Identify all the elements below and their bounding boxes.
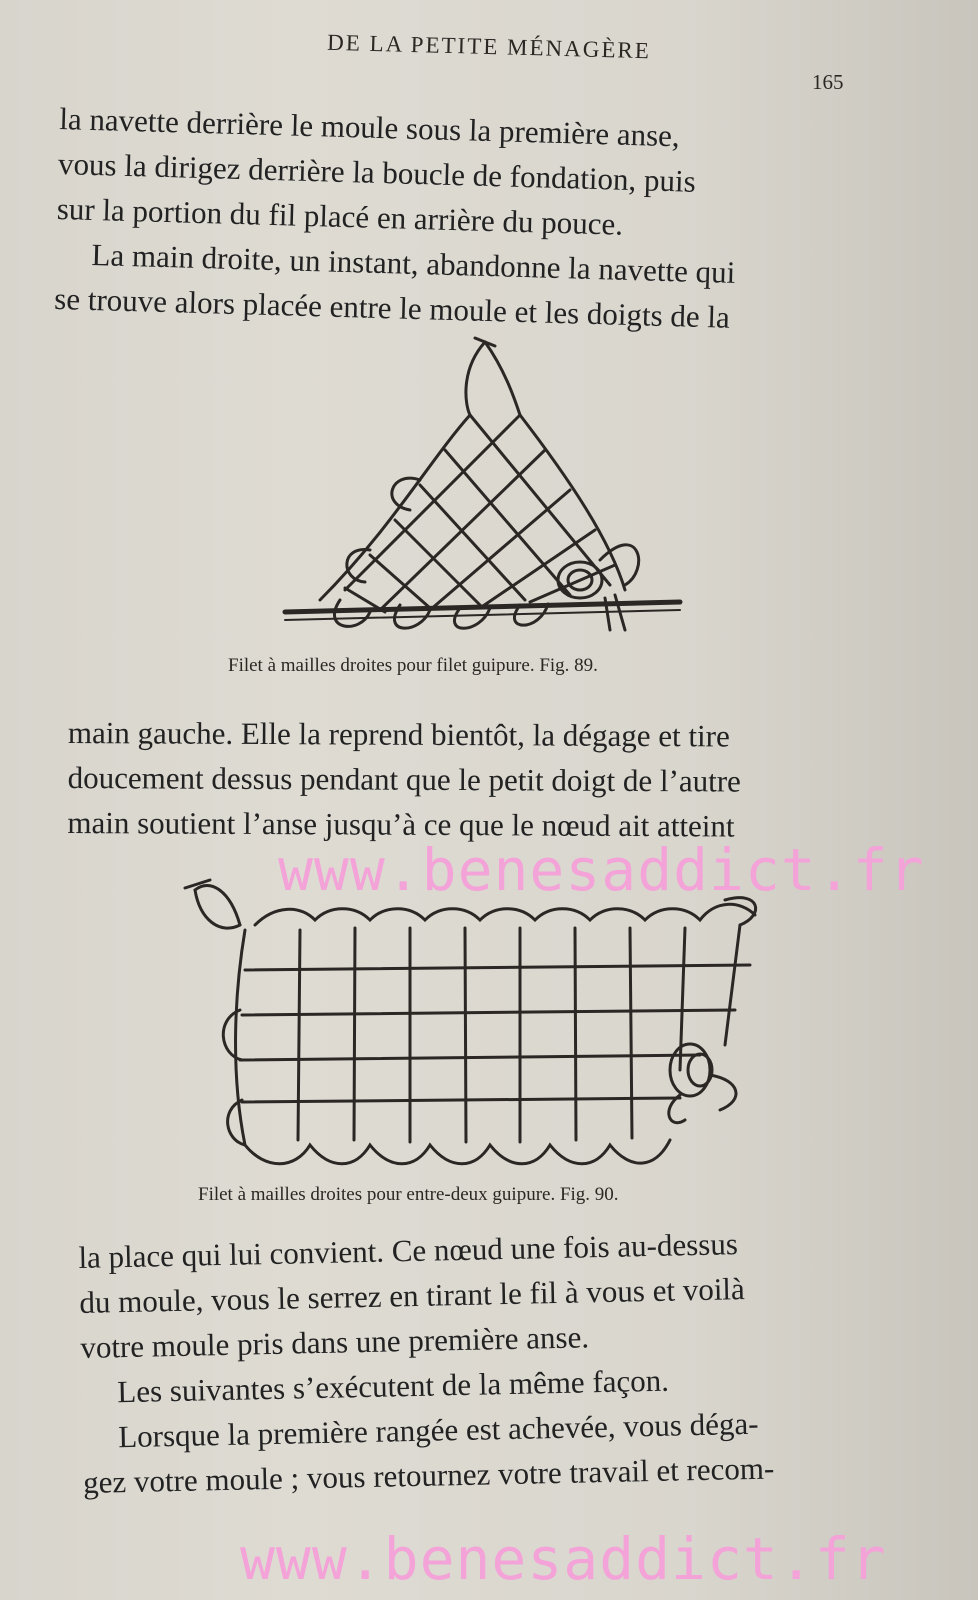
- text-line: la navette derrière le moule sous la première anse,: [58, 100, 681, 154]
- text-line: Lorsque la première rangée est achevée, vous déga-: [117, 1405, 759, 1455]
- figure-89-triangular-net: [280, 330, 700, 640]
- figure-89-caption: Filet à mailles droites pour filet guipure. Fig. 89.: [228, 655, 598, 676]
- figure-90-rectangular-net: [180, 870, 780, 1180]
- text-line: Les suivantes s’exécutent de la même façon.: [116, 1362, 670, 1410]
- text-block-top: [54, 96, 860, 343]
- watermark-middle: www.benesaddict.fr: [278, 836, 925, 904]
- text-line: main gauche. Elle la reprend bientôt, la dégage et tire: [67, 714, 730, 754]
- text-block-bottom: [78, 1218, 893, 1505]
- text-line: votre moule pris dans une première anse.: [79, 1319, 590, 1365]
- text-line: La main droite, un instant, abandonne la navette qui: [91, 236, 736, 290]
- watermark-bottom: www.benesaddict.fr: [240, 1525, 887, 1593]
- text-line: doucement dessus pendant que le petit doigt de l’autre: [67, 759, 741, 799]
- figure-90-caption: Filet à mailles droites pour entre-deux guipure. Fig. 90.: [198, 1184, 619, 1205]
- text-line: se trouve alors placée entre le moule et les doigts de la: [53, 280, 731, 335]
- text-line: gez votre moule ; vous retournez votre travail et recom-: [82, 1450, 775, 1500]
- text-line: sur la portion du fil placé en arrière du pouce.: [56, 190, 624, 242]
- text-block-middle: [67, 710, 868, 849]
- text-line: main soutient l’anse jusqu’à ce que le nœud ait atteint: [67, 804, 735, 844]
- page-number: 165: [812, 70, 844, 94]
- text-line: la place qui lui convient. Ce nœud une fois au-dessus: [78, 1226, 739, 1275]
- text-line: du moule, vous le serrez en tirant le fil à vous et voilà: [79, 1271, 746, 1320]
- text-line: vous la dirigez derrière la boucle de fondation, puis: [57, 145, 697, 199]
- running-title: DE LA PETITE MÉNAGÈRE: [326, 29, 652, 64]
